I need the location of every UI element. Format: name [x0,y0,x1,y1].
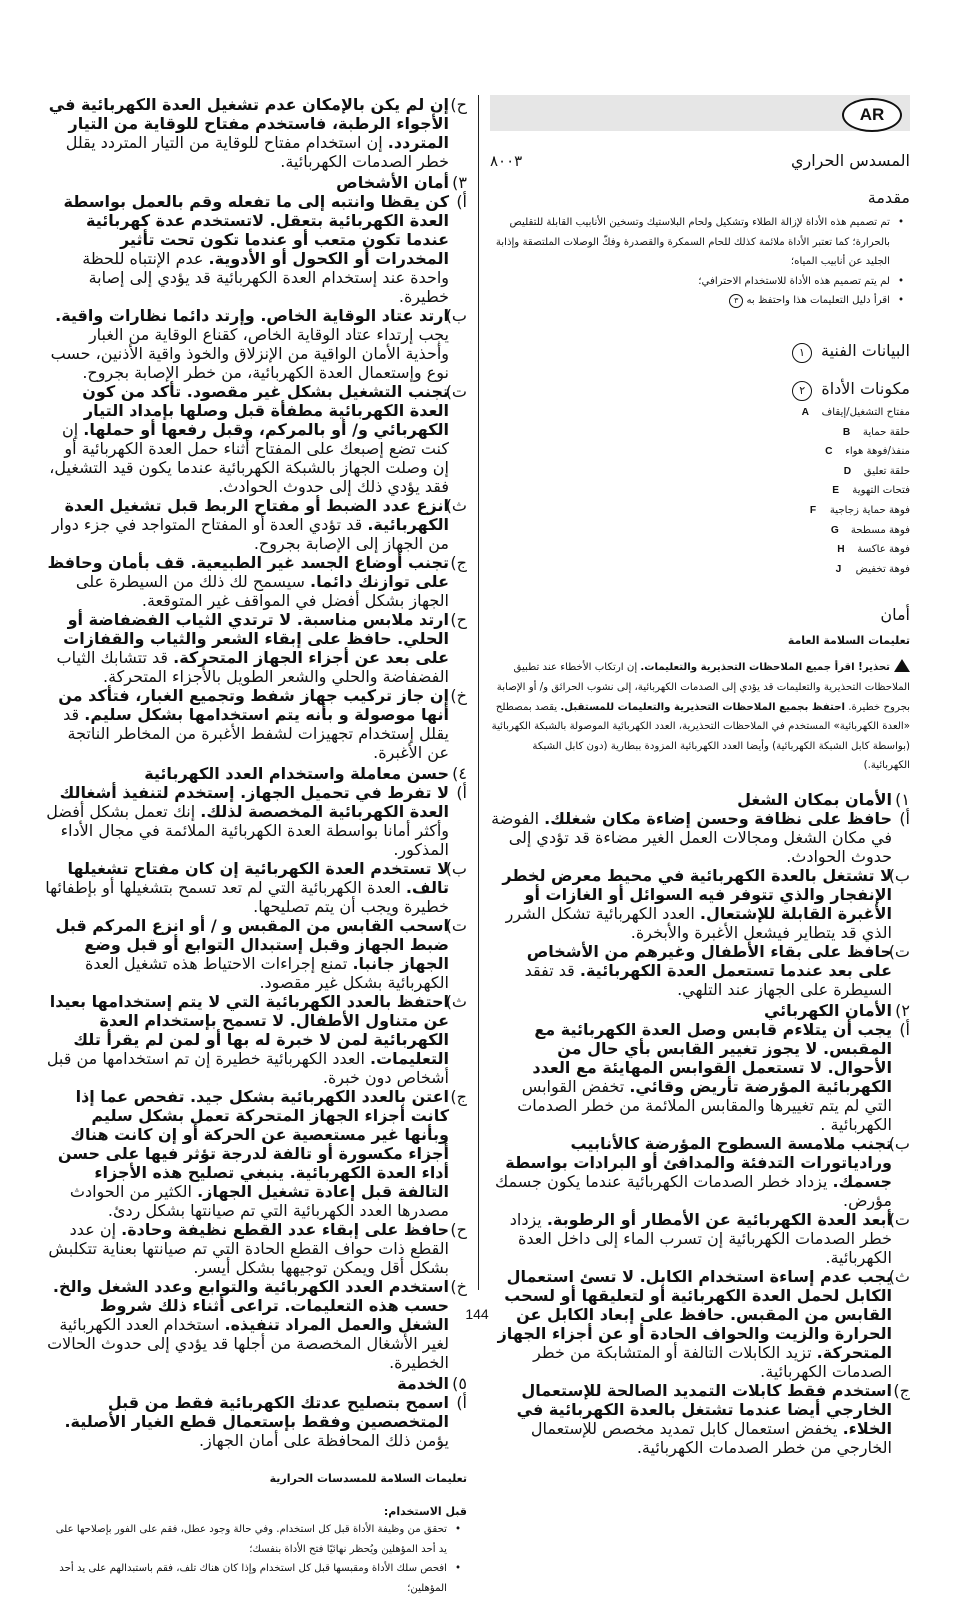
item-bold: انزع عدد الضبط أو مفتاح الربط قبل تشغيل العدة الكهربائية. [64,496,449,534]
item-bold: يجب عدم إساءة استخدام الكابل. لا تسئ استعمال الكابل لحمل العدة الكهربائية أو لتعليقها أو لسحب القابس من المقبس. حافظ على إبعاد الكابل عن الحرارة والزيت والحواف الحادة أو عن أجزاء الجهاز المتحركة. [497,1266,892,1362]
item-marker: ث) [445,496,467,515]
item-bold: لا تشتغل بالعدة الكهربائية في محيط معرض لخطر الإنفجار والذي تتوفر فيه السوائل أو الغازات أو الأغبرة القابلة للإشتعال. [502,865,892,923]
language-badge: AR [842,98,902,132]
intro-heading: مقدمة [867,188,910,207]
handling-item [45,1087,467,1220]
part-key: F [809,504,817,516]
personal-item [45,553,467,610]
warning-text-2: يقصد بمصطلح «العدة الكهربائية» المستخدم في الملاحظات التحذيرية، العدد الكهربائية الموصولة بالشبكة الكهربائية (بواسطة كابل الشبكة الكهربائية) وأيضا العدد الكهربائية المزودة ببطارية (دون كابل الشبكة الكهربائية.) [491,701,910,772]
item-marker: ج) [450,1087,467,1106]
handling-item [45,1220,467,1277]
intro-list [490,213,910,311]
item-text: قد تتشابك الثياب الفضفاضة والحلي والشعر الطويل بالأجزاء المتحركة. [56,648,449,686]
part-item [490,560,910,580]
intro-bullet: • لم يتم تصميم هذه الأداة للاستخدام الاحترافي؛ [490,272,890,292]
item-bold: اسمح بتصليح عدتك الكهربائية فقط من قبل المتخصصين وفقط بإستعمال قطع الغيار الأصلية. [64,1393,449,1431]
item-bold: حافظ على نظافة وحسن إضاءة مكان شغلك. [544,808,892,828]
left-column [45,95,467,1598]
page-number: 144 [465,1306,489,1322]
parts-list [490,403,910,579]
item-marker: ث) [445,992,467,1011]
item-bold: ارتد ملابس مناسبة. لا ترتدي الثياب الفضفاضة أو الحلي. حافظ على إبقاء الشعر والثياب والقفازات على بعد عن أجزاء الجهاز المتحركة. [63,610,449,667]
section-title: الخدمة [397,1374,449,1393]
electrical-item [490,1020,910,1134]
item-text: الفوضة في مكان الشغل ومجالات العمل الغير مضاءة قد تؤدي إلى حدوث الحوادث. [491,808,892,866]
item-marker: أ) [899,1019,910,1039]
workplace-item [490,866,910,942]
item-text: يزداد خطر الصدمات الكهربائية إن تسرب الماء إلى داخل العدة الكهربائية. [509,1209,892,1267]
item-marker: أ) [456,192,467,211]
section-title: الأمان الكهربائي [763,1000,892,1020]
section-title: أمان الأشخاص [336,173,449,192]
handling-item [45,916,467,992]
section-workplace [490,790,910,809]
part-key: C [825,446,833,458]
item-marker: ج) [893,1380,910,1400]
item-bold: حافظ على إبقاء عدد القطع نظيفة وحادة. [121,1220,449,1239]
item-text: استخدام العدد الكهربائية لغير الأشغال المخصصة من أجلها قد يؤدي إلى حدوث الحالات الخطيرة. [47,1315,449,1372]
item-marker: ت) [445,382,467,401]
item-marker: أ) [456,783,467,802]
electrical-item [490,1134,910,1210]
item-bold: أبعد العدة الكهربائية عن الأمطار أو الرطوبة. [546,1209,892,1229]
part-key: J [835,563,842,575]
item-text: يخفض استعمال كابل تمديد مخصص للإستعمال الخارجي من خطر الصدمات الكهربائية. [530,1418,892,1457]
item-marker: ب) [888,865,910,885]
part-label: حلقة تعليق [863,465,910,477]
part-item [490,442,910,462]
language-band [490,95,910,131]
part-label: فتحات التهوية [852,485,910,497]
workplace-item [490,942,910,999]
part-label: فوهة حماية زجاجية [829,504,910,516]
item-text: قد تفقد السيطرة على الجهاز عند التلهي. [524,960,892,999]
part-label: فوهة تخفيض [855,563,910,575]
part-item [490,403,910,423]
section-personal [45,173,467,192]
part-key: B [842,426,851,438]
item-marker: ب) [445,306,467,325]
part-label: حلقة حماية [862,426,910,438]
item-text: قد تؤدي العدة أو المفتاح المتواجد في جزء دوار من الجهاز إلى الإصابة بجروح. [51,515,449,553]
item-text: إن كنت تضع إصبعك على المفتاح أثناء حمل العدة الكهربائية أو إن وصلت الجهاز بالشبكة الكهربائية عندما يكون قيد التشغيل، فقد يؤدي ذلك إلى حدوث الحوادث. [49,420,449,496]
item-bold: حافظ على بقاء الأطفال وغيرهم من الأشخاص على بعد عندما تستعمل العدة الكهربائية. [526,941,892,980]
item-bold: احتفظ بالعدد الكهربائية التي لا يتم إستخدامها بعيدا عن متناول الأطفال. لا تسمح بإستخدام العدة الكهربائية لمن لا خبرة له بها أو لمن لم يقرأ تلك التعليمات. [49,992,449,1068]
part-label: مفتاح التشغيل/إيقاف [821,406,910,418]
item-text: يؤمن ذلك المحافظة على أمان الجهاز. [198,1431,449,1450]
item-text: تمنع إجراءات الاحتياط هذه تشغيل العدة الكهربائية بشكل غير مقصود. [85,954,449,992]
before-use-heading: قبل الاستخدام: [383,1505,467,1518]
item-text: إن استخدام مفتاح للوقاية من التيار المتردد يقلل خطر الصدمات الكهربائية. [65,133,449,171]
item-text: العدد الكهربائية تشكل الشرر الذي قد يتطاير فيشعل الأغبرة والأبخرة. [505,903,892,942]
electrical-item [490,1381,910,1457]
intro-bullet [490,291,890,311]
part-item [490,481,910,501]
item-bold: تجنب ملامسة السطوح المؤرضة كالأنابيب ورادياتورات التدفئة والمدافئ أو البرادات بواسطة جسمك. [505,1133,892,1191]
part-item [490,521,910,541]
before-use-bullet: • تحقق من وظيفة الأداة قبل كل استخدام. وفي حالة وجود عطل، فقم على الفور بإصلاحها على يد أحد المؤهلين ويُحظر نهائيًا فتح الأداة بنفسك؛ [45,1520,447,1559]
warning-text: إن ارتكاب الأخطاء عند تطبيق الملاحظات التحذيرية والتعليمات قد يؤدي إلى الصدمات الكهربائية، إلى نشوب الحرائق و/ أو الإصابة بجروح خطيرة. [496,662,910,713]
item-bold: لا تستخدم العدة الكهربائية إن كان مفتاح تشغيلها تالف. [67,859,449,897]
item-marker: ت) [445,916,467,935]
personal-item [45,686,467,762]
item-text: العدد الكهربائية خطيرة إن تم استخدامها من قبل أشخاص دون خبرة. [46,1049,449,1087]
part-item [490,501,910,521]
item-marker: ح) [450,95,467,114]
personal-item [45,192,467,306]
part-item [490,462,910,482]
item-bold: ارتد عتاد الوقاية الخاص. وإرتد دائما نظارات واقية. [55,306,449,325]
tech-heading [490,341,910,363]
item-bold: لا تفرط في تحميل الجهاز. إستخدم لتنفيذ أشغالك العدة الكهربائية المخصصة لذلك. [59,783,449,821]
section-service [45,1374,467,1393]
item-marker: ج) [450,553,467,572]
item-marker: ت) [888,1209,910,1229]
item-text: يجب إرتداء عتاد الوقاية الخاص، كقناع الوقاية من الغبار وأحذية الأمان الواقية من الإنزلاق والخوذ واقية الأذنين، حسب نوع وإستعمال العدة الكهربائية، من خطر الإصابة بجروح. [50,325,449,382]
part-item [490,540,910,560]
workplace-item [490,809,910,866]
item-bold: إن جاز تركيب جهاز شفط وتجميع الغبار، فتأكد من أنها موصولة و بأنه يتم استخدامها بشكل سليم. [58,686,449,724]
handling-item [45,783,467,859]
item-bold: اسحب القابس من المقبس و / أو انزع المركم قبل ضبط الجهاز وقبل إستبدال التوابع أو قبل وضع الجهاز جانبا. [55,916,449,973]
item-marker: أ) [456,1393,467,1412]
part-key: H [837,544,845,556]
item-marker: ب) [888,1133,910,1153]
electrical-item [490,1267,910,1381]
personal-item [45,610,467,686]
part-label: فوهة عاكسة [857,544,910,556]
section-number: ٣) [452,173,467,192]
model-number: ٨٠٠٣ [490,152,523,170]
section-title: الأمان بمكان الشغل [737,789,892,809]
section-title: حسن معاملة واستخدام العدد الكهربائية [144,764,449,783]
figure-ref: ٢ [792,381,812,401]
personal-item [45,306,467,382]
part-label: منفذ/فوهة هواء [845,446,910,458]
section-number: ٤) [452,764,467,783]
tech-heading-text: البيانات الفنية [821,340,910,360]
item-text: سيسمح لك ذلك من السيطرة على الجهاز بشكل أفضل في المواقف غير المتوقعة. [75,572,449,610]
parts-heading-text: مكونات الأداة [821,378,910,398]
service-item [45,1393,467,1450]
section-electrical [490,1001,910,1020]
section-number: ٥) [452,1374,467,1393]
item-marker: خ) [450,1277,467,1296]
section-number: ١) [895,789,910,809]
electrical-item [45,95,467,171]
general-safety-heading: تعليمات السلامة العامة [787,634,910,648]
part-key: G [830,524,839,536]
item-marker: خ) [450,686,467,705]
item-marker: ت) [888,941,910,961]
item-text: عدم الإنتباه للحظة واحدة عند إستخدام العدة الكهربائية قد يؤدي إلى إصابة خطيرة. [82,249,449,306]
item-marker: ب) [445,859,467,878]
item-bold: تجنب التشغيل بشكل غير مقصود. تأكد من كون العدة الكهربائية مطفأة قبل وصلها بإمداد التيار الكهربائي و/ أو بالمركم، وقبل رفعها أو حملها. [82,382,449,439]
item-bold: استخدم العدد الكهربائية والتوابع وعدد الشغل والخ. حسب هذه التعليمات. تراعى أثناء ذلك شروط الشغل والعمل المراد تنفيذه. [52,1277,449,1334]
item-bold: استخدم فقط كابلات التمديد الصالحة للإستعمال الخارجي أيضا عندما تشتغل بالعدة الكهربائية في الخلاء. [516,1380,892,1438]
item-text: إنك تعمل بشكل أفضل وأكثر أمانا بواسطة العدة الكهربائية الملائمة في مجال الأداء المذكور. [46,802,449,859]
warning-paragraph [490,657,910,776]
electrical-item [490,1210,910,1267]
handling-item [45,859,467,916]
figure-ref: ٣ [729,294,743,308]
personal-item [45,496,467,553]
item-text: العدة الكهربائية التي لم تعد تسمح بتشغيلها أو بإطفائها خطيرة ويجب أن يتم تصليحها. [45,878,449,916]
warning-bold-keep: احتفظ بجميع الملاحظات التحذيرية والتعليمات للمستقبل. [560,701,846,713]
item-marker: ح) [450,1220,467,1239]
intro-bullet: • تم تصميم هذه الأداة لإزالة الطلاء وتشكيل ولحام البلاستيك وتسخين الأنابيب القابلة للتقليص بالحرارة؛ كما تعتبر الأداة ملائمة كذلك للحام السمكرة والقصدرة وفكّ الوصلات الملتصقة وإذابة الجليد عن أنابيب المياه؛ [490,213,890,272]
part-label: فوهة مسطحة [850,524,910,536]
item-bold: إن لم يكن بالإمكان عدم تشغيل العدة الكهربائية في الأجواء الرطبة، فاستخدم مفتاح للوقاية من التيار المتردد. [48,95,449,152]
item-bold: كن يقظا وانتبه إلى ما تفعله وقم بالعمل بواسطة العدة الكهربائية بتعقل. لاتستخدم عدة كهربائية عندما تكون متعب أو عندما تكون تحت تأثير المخدرات أو الكحول أو الأدوية. [63,192,449,268]
product-title: المسدس الحراري [790,151,910,170]
column-divider [478,95,479,1290]
item-bold: اعتن بالعدد الكهربائية بشكل جيد. تفحص عما إذا كانت أجزاء الجهاز المتحركة تعمل بشكل سليم وبأنها غير مستعصية عن الحركة أو إن كانت هناك أجزاء مكسورة أو تالفة لدرجة تؤثر فيها على حسن أداء العدة الكهربائية. ينبغي تصليح هذه الأجزاء التالفة قبل إعادة تشغيل الجهاز. [57,1087,449,1201]
warning-bold: تحذير! اقرأ جميع الملاحظات التحذيرية والتعليمات. [640,662,890,674]
item-marker: أ) [899,808,910,828]
before-use-bullet: • افحص سلك الأداة ومقبسها قبل كل استخدام وإذا كان هناك تلف، فقم باستبدالهم على يد أحد المؤهلين؛ [45,1559,447,1598]
item-text: تزيد الكابلات التالفة أو المتشابكة من خطر الصدمات الكهربائية. [533,1342,892,1381]
section-number: ٢) [895,1000,910,1020]
part-key: A [801,406,810,418]
handling-item [45,992,467,1087]
parts-heading [490,379,910,401]
right-column [490,95,910,1457]
section-handling [45,764,467,783]
figure-ref: ١ [792,343,812,363]
item-text: قد يقلل إستخدام تجهيزات لشفط الأغبرة من المخاطر الناتجة عن الأغبرة. [63,705,449,762]
part-item [490,423,910,443]
item-bold: يجب أن يتلاءم قابس وصل العدة الكهربائية مع المقبس. لا يجوز تغيير القابس بأي حال من الأحوال. لا تستعمل القوابس المهايئة مع العدد الكهربائية المؤرضة تأريض وقائي. [532,1019,892,1096]
part-key: D [843,465,852,477]
item-marker: ث) [888,1266,910,1286]
part-key: E [832,485,840,497]
before-use-list [45,1520,467,1598]
intro-bullet-text: اقرأ دليل التعليمات هذا واحتفظ به [746,295,890,307]
item-text: إن عدد القطع ذات حواف القطع الحادة التي تم صيانتها بعناية تتكلبش بشكل أقل ويمكن توجيهها بشكل أيسر. [48,1220,449,1277]
item-text: يزداد خطر الصدمات الكهربائية عندما يكون جسمك مؤرض. [494,1171,892,1210]
item-text: الكثير من الحوادث مصدرها العدد الكهربائية التي تم صيانتها بشكل ردئ. [69,1182,449,1220]
personal-item [45,382,467,496]
handling-item [45,1277,467,1372]
heatgun-safety-heading: تعليمات السلامة للمسدسات الحرارية [269,1472,467,1485]
item-bold: تجنب أوضاع الجسد غير الطبيعية. قف بأمان وحافظ على توازنك دائما. [47,553,449,591]
item-marker: ح) [450,610,467,629]
title-row [490,151,910,170]
item-text: تخفض القوابس التي لم يتم تغييرها والمقابس الملائمة من خطر الصدمات الكهربائية . [517,1076,892,1134]
safety-heading: أمان [880,605,910,625]
warning-icon [894,659,910,672]
